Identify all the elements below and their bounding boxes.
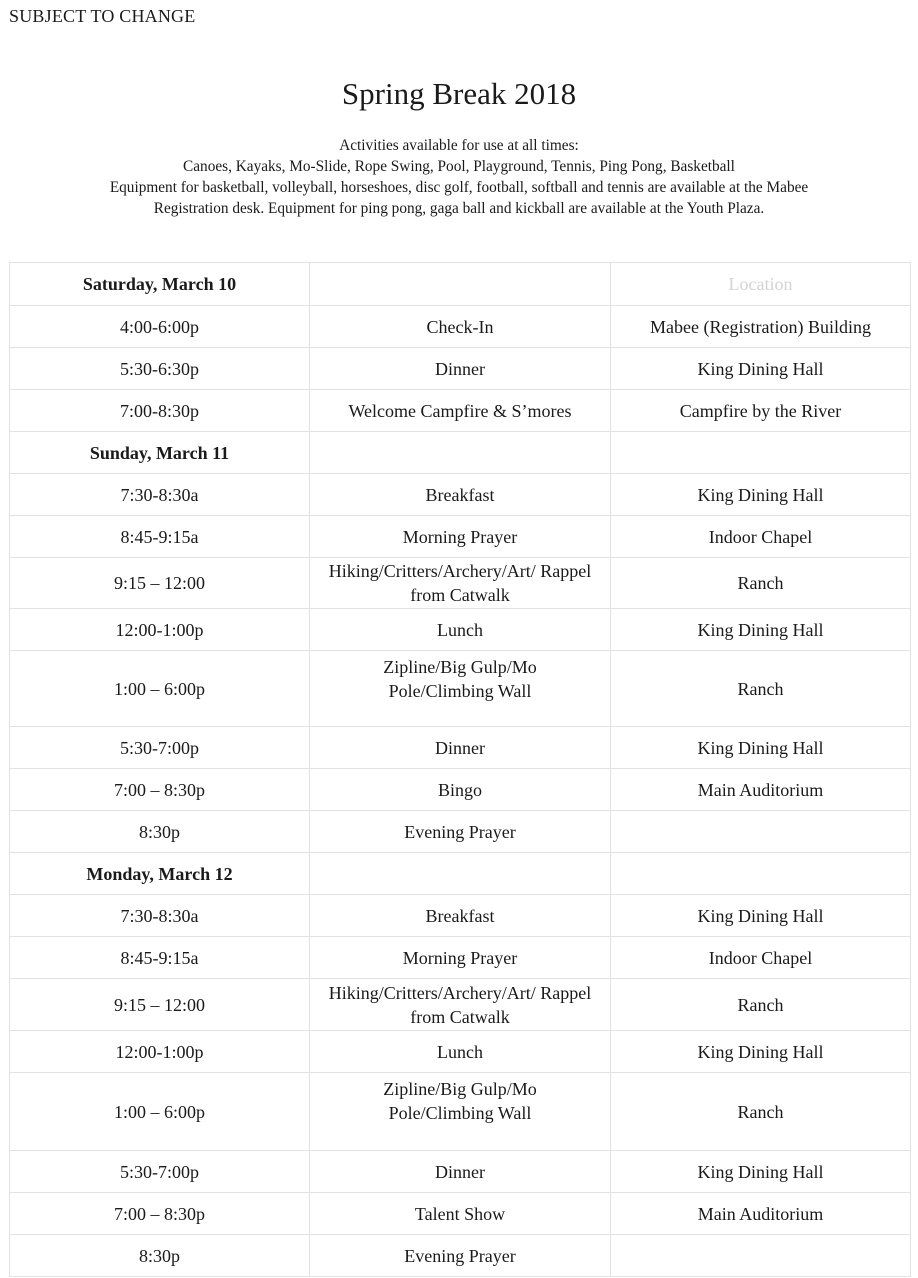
time-cell: 7:00 – 8:30p [10, 1193, 310, 1235]
schedule-table [9, 262, 911, 1277]
activity-cell: Lunch [310, 1031, 611, 1073]
location-cell: King Dining Hall [611, 474, 911, 516]
location-cell [611, 1235, 911, 1277]
time-cell: 9:15 – 12:00 [10, 979, 310, 1031]
location-cell: King Dining Hall [611, 1151, 911, 1193]
activity-cell: Breakfast [310, 474, 611, 516]
page-title: Spring Break 2018 [341, 76, 577, 111]
intro-line: Activities available for use at all times: [339, 137, 579, 154]
location-cell: Ranch [611, 558, 911, 609]
day-header-row [10, 432, 911, 474]
activity-cell: Welcome Campfire & S’mores [310, 390, 611, 432]
location-header: Location [611, 263, 911, 306]
intro-text [0, 135, 918, 219]
time-cell: 4:00-6:00p [10, 306, 310, 348]
time-cell: 7:30-8:30a [10, 895, 310, 937]
subject-to-change-notice: SUBJECT TO CHANGE [9, 6, 196, 26]
activity-cell [310, 651, 611, 727]
time-cell: 8:45-9:15a [10, 516, 310, 558]
activity-cell: Dinner [310, 1151, 611, 1193]
table-row [10, 609, 911, 651]
time-cell: 9:15 – 12:00 [10, 558, 310, 609]
table-row [10, 727, 911, 769]
location-cell: Campfire by the River [611, 390, 911, 432]
location-cell: Ranch [611, 1073, 911, 1151]
table-row [10, 390, 911, 432]
activity-cell [310, 1073, 611, 1151]
activity-cell: Morning Prayer [310, 516, 611, 558]
time-cell: 12:00-1:00p [10, 609, 310, 651]
time-cell: 1:00 – 6:00p [10, 1073, 310, 1151]
table-row [10, 1235, 911, 1277]
empty-cell [611, 432, 911, 474]
time-cell: 5:30-6:30p [10, 348, 310, 390]
day-label: Saturday, March 10 [10, 263, 310, 306]
day-label: Sunday, March 11 [10, 432, 310, 474]
activity-text: Zipline/Big Gulp/Mo Pole/Climbing Wall [383, 657, 537, 701]
table-row [10, 811, 911, 853]
day-header-row [10, 853, 911, 895]
activity-cell: Morning Prayer [310, 937, 611, 979]
table-row [10, 1031, 911, 1073]
location-cell: King Dining Hall [611, 895, 911, 937]
intro-line: Registration desk. Equipment for ping pong, gaga ball and kickball are available at the Youth Plaza. [153, 200, 765, 217]
day-header-row [10, 263, 911, 306]
table-row [10, 474, 911, 516]
location-cell [611, 811, 911, 853]
day-label: Monday, March 12 [10, 853, 310, 895]
intro-line: Canoes, Kayaks, Mo-Slide, Rope Swing, Pool, Playground, Tennis, Ping Pong, Basketball [183, 158, 735, 175]
table-row [10, 937, 911, 979]
empty-cell [310, 853, 611, 895]
location-cell: King Dining Hall [611, 1031, 911, 1073]
location-cell: Indoor Chapel [611, 937, 911, 979]
table-row [10, 651, 911, 727]
activity-cell: Lunch [310, 609, 611, 651]
time-cell: 7:30-8:30a [10, 474, 310, 516]
table-row [10, 1151, 911, 1193]
location-cell: Ranch [611, 979, 911, 1031]
activity-cell: Dinner [310, 348, 611, 390]
time-cell: 8:30p [10, 811, 310, 853]
table-row [10, 979, 911, 1031]
time-cell: 8:45-9:15a [10, 937, 310, 979]
table-row [10, 306, 911, 348]
time-cell: 1:00 – 6:00p [10, 651, 310, 727]
table-row [10, 516, 911, 558]
time-cell: 5:30-7:00p [10, 1151, 310, 1193]
empty-cell [310, 263, 611, 306]
table-row [10, 1073, 911, 1151]
table-row [10, 558, 911, 609]
table-row [10, 895, 911, 937]
time-cell: 12:00-1:00p [10, 1031, 310, 1073]
activity-cell: Hiking/Critters/Archery/Art/ Rappel from Catwalk [310, 558, 611, 609]
activity-cell: Evening Prayer [310, 811, 611, 853]
activity-cell: Breakfast [310, 895, 611, 937]
empty-cell [611, 853, 911, 895]
activity-cell: Bingo [310, 769, 611, 811]
activity-cell: Evening Prayer [310, 1235, 611, 1277]
location-cell: Mabee (Registration) Building [611, 306, 911, 348]
activity-cell: Hiking/Critters/Archery/Art/ Rappel from Catwalk [310, 979, 611, 1031]
location-cell: Ranch [611, 651, 911, 727]
location-cell: King Dining Hall [611, 609, 911, 651]
time-cell: 8:30p [10, 1235, 310, 1277]
location-cell: King Dining Hall [611, 348, 911, 390]
time-cell: 7:00-8:30p [10, 390, 310, 432]
table-row [10, 348, 911, 390]
location-cell: King Dining Hall [611, 727, 911, 769]
table-row [10, 769, 911, 811]
location-cell: Main Auditorium [611, 769, 911, 811]
empty-cell [310, 432, 611, 474]
activity-text: Zipline/Big Gulp/Mo Pole/Climbing Wall [383, 1079, 537, 1123]
activity-cell: Check-In [310, 306, 611, 348]
intro-line: Equipment for basketball, volleyball, horseshoes, disc golf, football, softball and tennis are available at the Mabee [109, 179, 809, 196]
activity-cell: Talent Show [310, 1193, 611, 1235]
location-cell: Indoor Chapel [611, 516, 911, 558]
time-cell: 7:00 – 8:30p [10, 769, 310, 811]
activity-cell: Dinner [310, 727, 611, 769]
time-cell: 5:30-7:00p [10, 727, 310, 769]
location-cell: Main Auditorium [611, 1193, 911, 1235]
table-row [10, 1193, 911, 1235]
